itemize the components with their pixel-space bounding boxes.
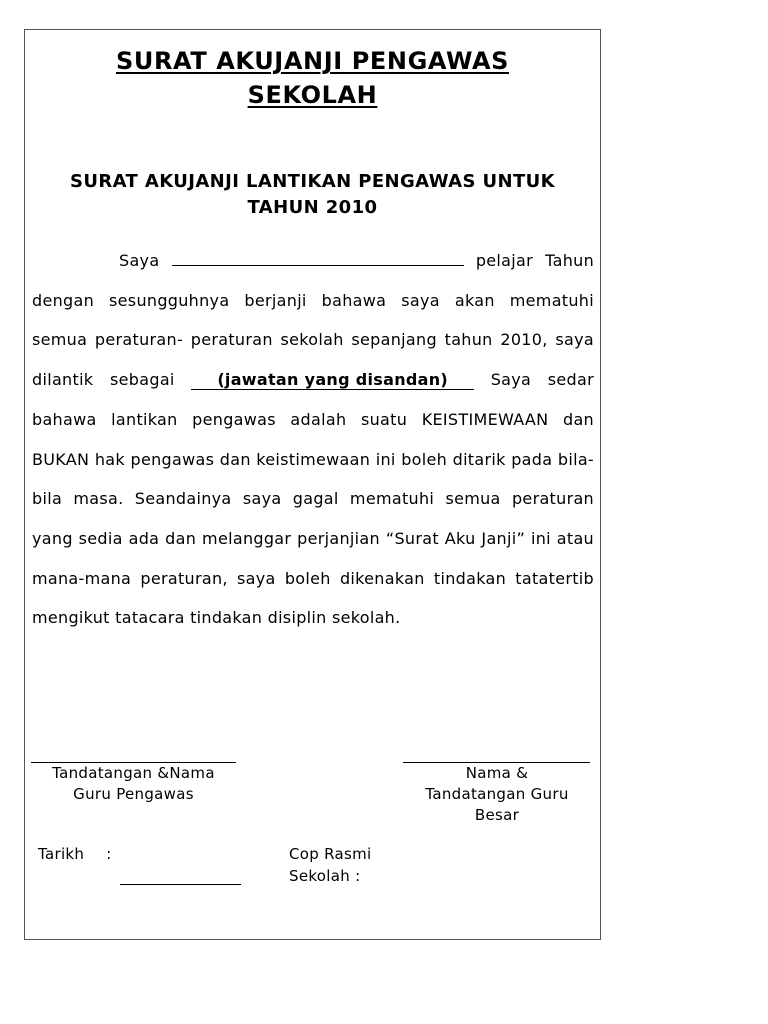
date-colon: : [106,845,112,863]
date-label [38,843,112,865]
pledge-text-part-2: Saya sedar bahawa lantikan pengawas adalah suatu KEISTIMEWAAN dan BUKAN hak pengawas dan keistimewaan ini boleh ditarik pada bila-bila masa. Seandainya saya gagal mematuhi semua peraturan yang sedia ada dan melanggar perjanjian “Surat Aku Janji” ini atau mana-mana peraturan, saya boleh dikenakan tindakan tatatertib mengikut tatacara tindakan disiplin sekolah. [32,370,594,628]
official-stamp-label [289,843,372,887]
document-title [24,44,601,112]
saya-text: Saya [119,251,160,270]
subtitle-line-1: SURAT AKUJANJI LANTIKAN PENGAWAS UNTUK [69,171,556,192]
subtitle-line-2: TAHUN 2010 [247,197,378,218]
left-signature-label [31,763,236,805]
pledge-body [32,281,594,638]
left-signature-label-1: Tandatangan &Nama [52,764,215,782]
right-signature-label-3: Besar [474,806,520,824]
date-label-text: Tarikh [38,845,85,863]
document-subtitle [34,169,591,221]
right-signature-label-2: Tandatangan Guru [425,785,569,803]
date-blank-line[interactable] [120,884,241,885]
title-line-1: SURAT AKUJANJI PENGAWAS [115,47,510,75]
title-line-2: SEKOLAH [247,81,378,109]
right-signature-label-1: Nama & [465,764,529,782]
pelajar-tahun-text: pelajar Tahun [475,251,595,270]
position-field[interactable]: (jawatan yang disandan) [191,371,474,390]
left-signature-label-2: Guru Pengawas [73,785,194,803]
right-signature-label [400,763,594,826]
stamp-label-1: Cop Rasmi [289,845,372,863]
pledge-paragraph [32,241,594,638]
name-blank-field[interactable] [172,251,464,266]
stamp-label-2: Sekolah : [289,867,361,885]
pledge-text-part-1: dengan sesungguhnya berjanji bahawa saya akan mematuhi semua peraturan- peraturan sekolah sepanjang tahun 2010, saya dilantik sebagai [32,290,594,390]
pledge-first-line [32,241,594,281]
